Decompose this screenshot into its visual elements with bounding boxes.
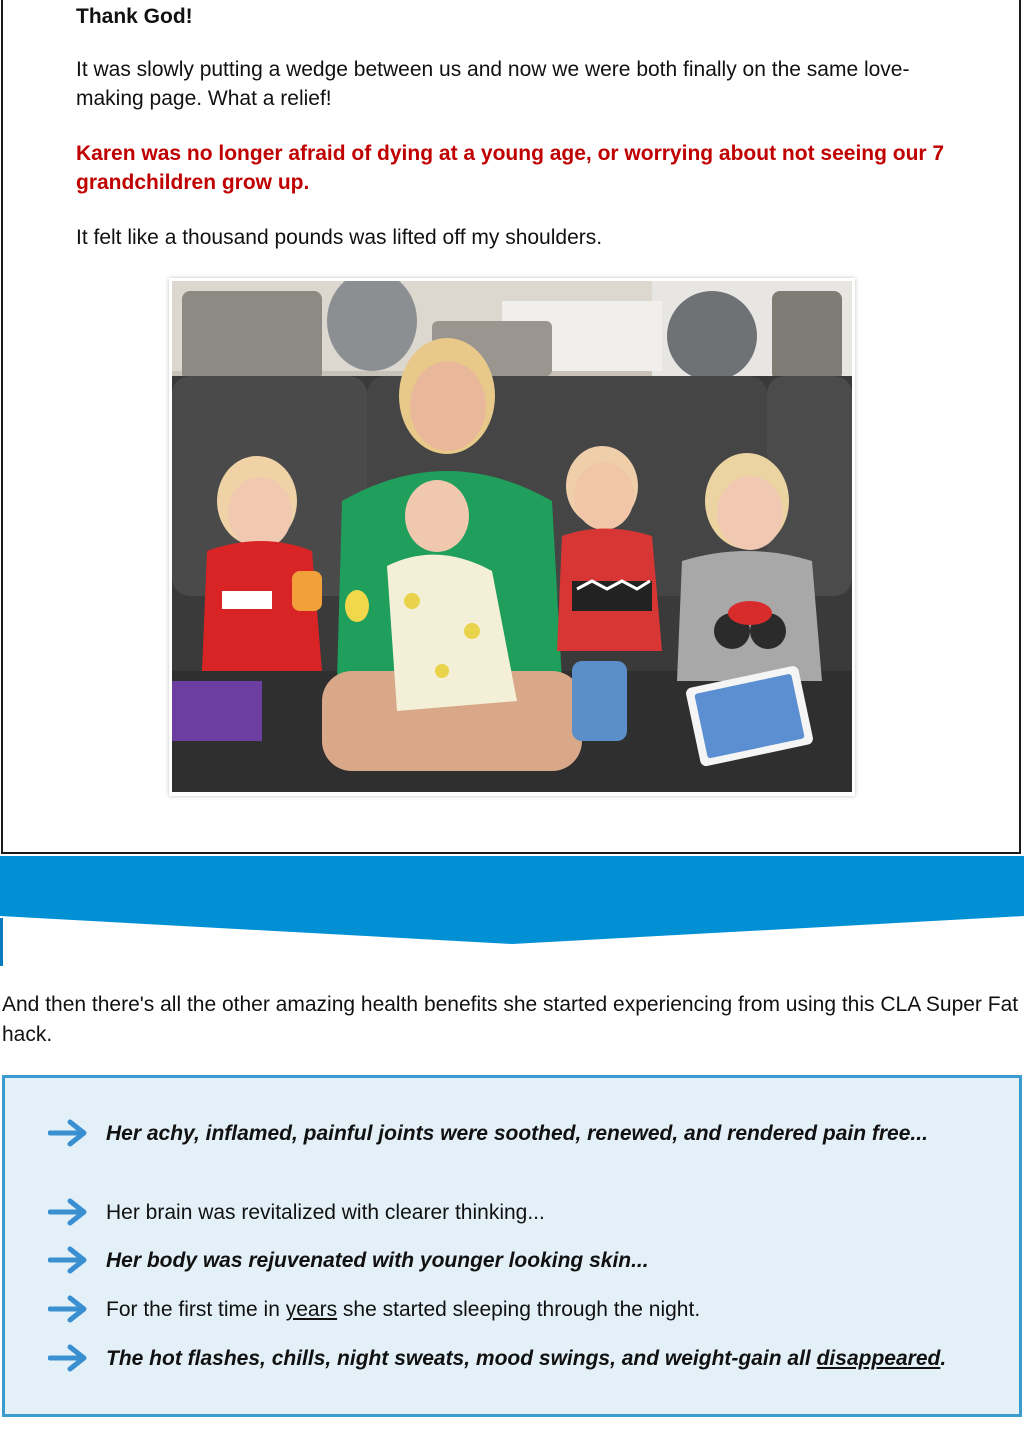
benefit-item-skin bbox=[48, 1246, 978, 1275]
karen-highlight-paragraph: Karen was no longer afraid of dying at a young age, or worrying about not seeing our 7 grandchildren grow up. bbox=[76, 142, 945, 194]
benefit-item-symptoms bbox=[48, 1344, 978, 1373]
benefit-text-post: . bbox=[940, 1347, 947, 1370]
benefit-text-pre: The hot flashes, chills, night sweats, mood swings, and weight-gain all bbox=[106, 1347, 817, 1370]
years-emphasis: years bbox=[285, 1298, 338, 1321]
benefit-text: Her body was rejuvenated with younger looking skin... bbox=[106, 1249, 649, 1272]
thank-god-text: Thank God! bbox=[76, 5, 193, 28]
benefit-text bbox=[106, 1344, 946, 1373]
right-arrow-icon bbox=[48, 1119, 88, 1147]
blue-banner bbox=[0, 856, 1024, 946]
family-photo-illustration bbox=[172, 281, 852, 792]
right-arrow-icon bbox=[48, 1295, 88, 1323]
benefit-item-sleep bbox=[48, 1295, 978, 1324]
right-arrow-icon bbox=[48, 1246, 88, 1274]
wedge-paragraph: It was slowly putting a wedge between us and now we were both finally on the same love-making page. What a relief! bbox=[76, 58, 910, 110]
benefit-text: Her achy, inflamed, painful joints were soothed, renewed, and rendered pain free... bbox=[106, 1122, 928, 1145]
benefits-intro: And then there's all the other amazing health benefits she started experiencing from using this CLA Super Fat hack. bbox=[2, 993, 1019, 1046]
benefit-item-brain bbox=[48, 1198, 978, 1227]
relief-paragraph: It felt like a thousand pounds was lifted off my shoulders. bbox=[76, 226, 603, 249]
right-arrow-icon bbox=[48, 1344, 88, 1372]
left-accent-bar bbox=[0, 918, 3, 966]
benefit-text-pre: For the first time in bbox=[106, 1298, 286, 1321]
benefit-item-joints bbox=[48, 1119, 978, 1148]
family-photo-frame bbox=[169, 278, 855, 796]
disappeared-emphasis: disappeared bbox=[816, 1347, 941, 1370]
benefit-text bbox=[106, 1295, 700, 1324]
benefit-text-post: she started sleeping through the night. bbox=[337, 1298, 701, 1321]
family-photo bbox=[172, 281, 852, 792]
benefit-text: Her brain was revitalized with clearer thinking... bbox=[106, 1201, 545, 1224]
right-arrow-icon bbox=[48, 1198, 88, 1226]
